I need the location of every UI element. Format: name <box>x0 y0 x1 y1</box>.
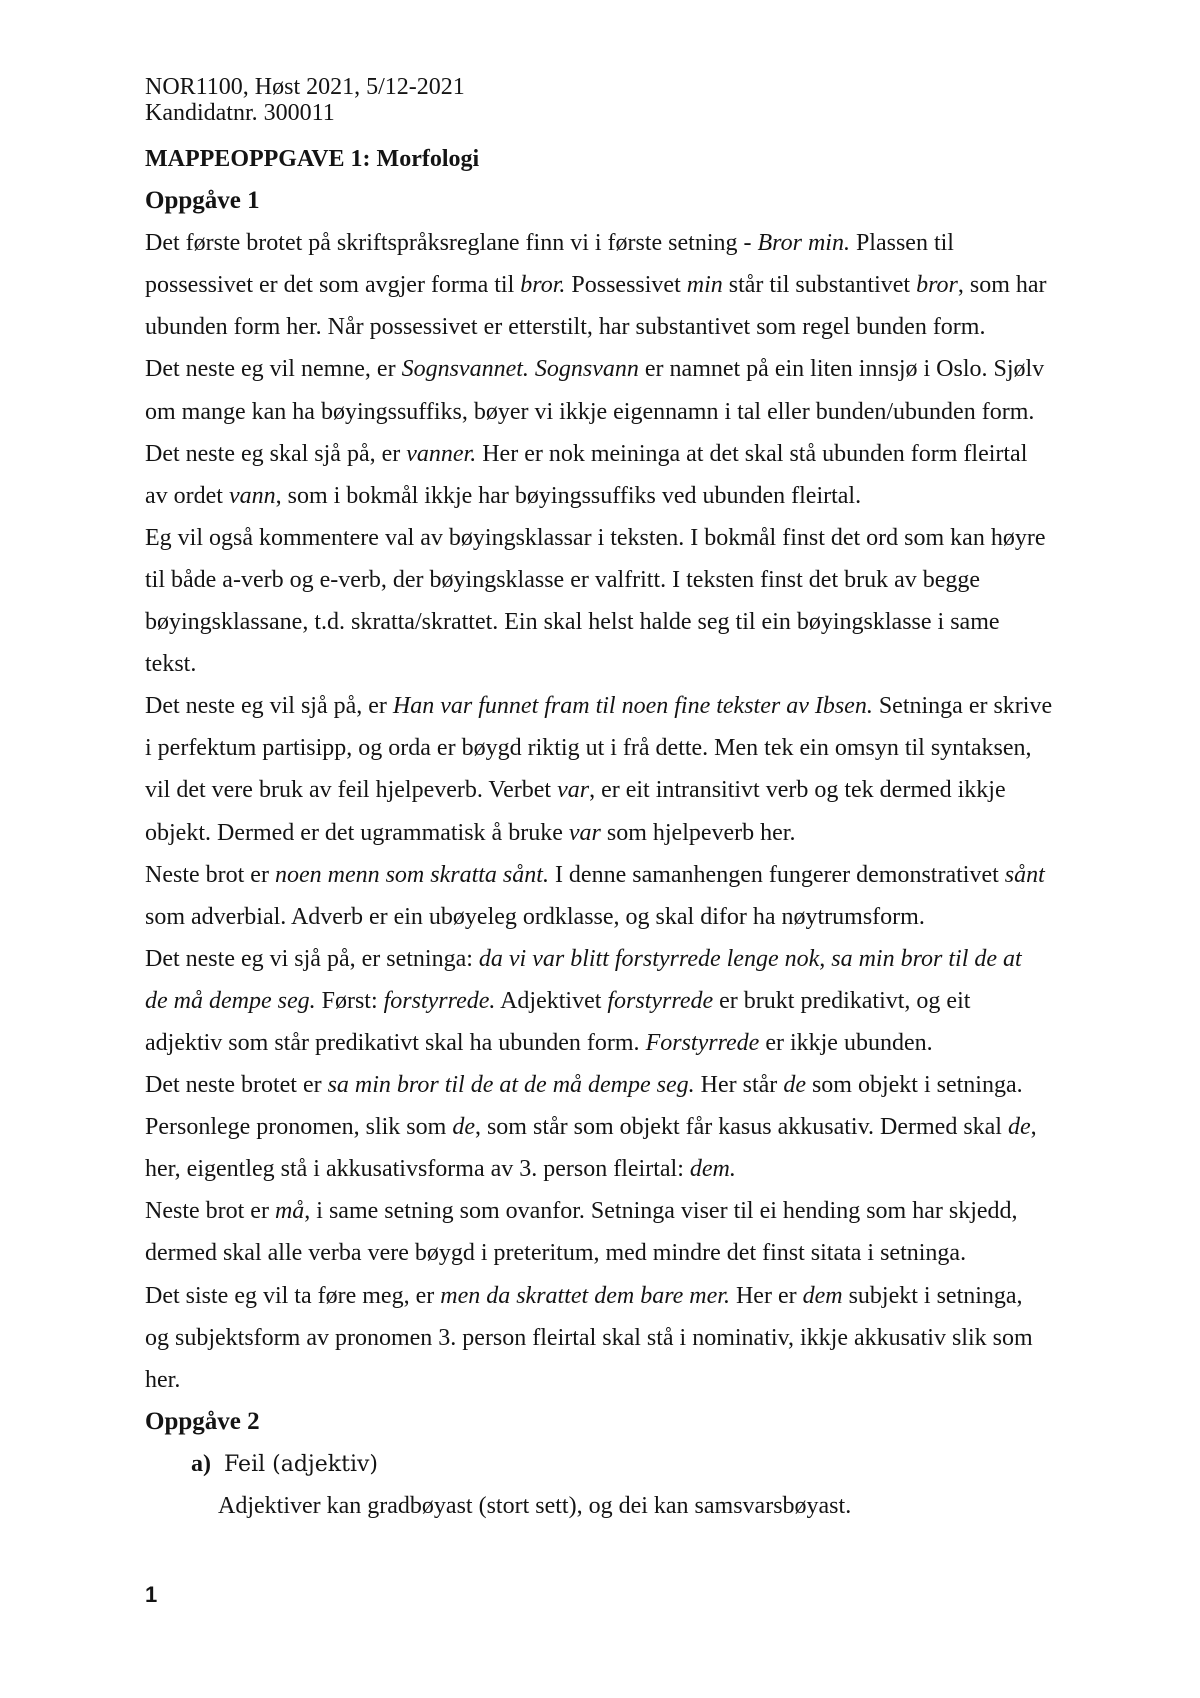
text-segment: er ikkje ubunden. <box>759 1029 933 1056</box>
text-line <box>145 769 1185 811</box>
text-segment: Det neste eg vil sjå på, er <box>145 693 393 720</box>
text-segment: adjektiv som står predikativt skal ha ubunden form. <box>145 1029 646 1056</box>
emphasized-text: Han var funnet fram til noen fine tekster av Ibsen. <box>392 693 873 720</box>
text-segment: her. <box>145 1366 181 1393</box>
text-line <box>145 1232 1185 1274</box>
emphasized-text: må <box>274 1198 305 1225</box>
text-segment: , som i bokmål ikkje har bøyingssuffiks ved ubunden fleirtal. <box>275 482 862 509</box>
text-line <box>145 727 1185 769</box>
text-segment: Neste brot er <box>145 1198 275 1225</box>
text-segment: her, eigentleg stå i akkusativsforma av 3. person fleirtal: <box>145 1156 690 1183</box>
text-segment: , <box>1030 1114 1037 1141</box>
text-segment: som adverbial. Adverb er ein ubøyeleg ordklasse, og skal difor ha nøytrumsform. <box>145 903 925 930</box>
text-segment: Setninga er skrive <box>872 693 1053 720</box>
text-segment: Det neste eg skal sjå på, er <box>145 440 407 467</box>
text-line <box>145 222 1185 264</box>
emphasized-text: forstyrrede. <box>383 987 496 1014</box>
document-body <box>145 138 1185 1527</box>
text-segment: , i same setning som ovanfor. Setninga viser til ei hending som har skjedd, <box>304 1198 1018 1225</box>
text-line <box>145 601 1185 643</box>
emphasized-text: de <box>1007 1114 1031 1141</box>
emphasized-text: vanner. <box>406 440 477 467</box>
text-line <box>145 1064 1185 1106</box>
text-segment: av ordet <box>145 482 229 509</box>
text-segment: , som har <box>957 272 1047 299</box>
text-line <box>145 517 1185 559</box>
text-segment: Adjektivet <box>495 987 608 1014</box>
list-marker: a) <box>191 1450 211 1477</box>
text-segment: står til substantivet <box>722 272 917 299</box>
text-segment: subjekt i setninga, <box>842 1282 1023 1309</box>
course-line: NOR1100, Høst 2021, 5/12-2021 <box>145 74 465 100</box>
text-line <box>145 643 1185 685</box>
emphasized-text: da vi var blitt forstyrrede lenge nok, sa min bror til de at <box>478 945 1022 972</box>
text-segment: Det neste eg vil nemne, er <box>145 356 402 383</box>
text-segment: , er eit intransitivt verb og tek dermed ikkje <box>589 777 1006 804</box>
text-line <box>145 348 1185 390</box>
text-segment: Possessivet <box>565 272 687 299</box>
emphasized-text: Sognsvannet. Sognsvann <box>401 356 639 383</box>
emphasized-text: de <box>783 1072 806 1099</box>
text-segment: , som står som objekt får kasus akkusativ. Dermed skal <box>474 1114 1008 1141</box>
text-segment: Eg vil også kommentere val av bøyingsklassar i teksten. I bokmål finst det ord som kan høyre <box>145 524 1046 551</box>
text-segment: om mange kan ha bøyingssuffiks, bøyer vi ikkje eigennamn i tal eller bunden/ubunden form. <box>145 398 1035 425</box>
text-segment: ubunden form her. Når possessivet er etterstilt, har substantivet som regel bunden form. <box>145 314 986 341</box>
text-segment: i perfektum partisipp, og orda er bøygd riktig ut i frå dette. Men tek ein omsyn til syntaksen, <box>145 735 1032 762</box>
text-line <box>145 306 1185 348</box>
emphasized-text: dem <box>802 1282 843 1309</box>
text-segment: Her er nok meininga at det skal stå ubunden form fleirtal <box>476 440 1028 467</box>
emphasized-text: noen menn som skratta sånt. <box>274 861 549 888</box>
text-line <box>145 1190 1185 1232</box>
text-segment: bøyingsklassane, t.d. skratta/skrattet. Ein skal helst halde seg til ein bøyingsklasse i same <box>145 609 1000 636</box>
emphasized-text: de må dempe seg. <box>145 987 316 1014</box>
text-line <box>145 1317 1185 1359</box>
text-segment: objekt. Dermed er det ugrammatisk å bruke <box>145 819 569 846</box>
emphasized-text: forstyrrede <box>607 987 714 1014</box>
emphasized-text: men da skrattet dem bare mer. <box>440 1282 730 1309</box>
text-segment: som objekt i setninga. <box>805 1072 1023 1099</box>
task-1-heading: Oppgåve 1 <box>145 187 260 215</box>
text-line <box>145 812 1185 854</box>
text-segment: Det neste brotet er <box>145 1072 328 1099</box>
text-line <box>145 1359 1185 1401</box>
text-segment: Det neste eg vi sjå på, er setninga: <box>145 945 479 972</box>
text-line <box>145 1148 1185 1190</box>
task-1-answer <box>145 222 1185 1401</box>
text-segment: possessivet er det som avgjer forma til <box>145 272 521 299</box>
text-segment: som hjelpeverb her. <box>600 819 796 846</box>
document-title: MAPPEOPPGAVE 1: Morfologi <box>145 146 480 172</box>
emphasized-text: Bror min. <box>757 230 850 257</box>
text-line <box>145 433 1185 475</box>
task-1-section <box>145 180 1185 1401</box>
emphasized-text: bror. <box>520 272 566 299</box>
text-line <box>145 559 1185 601</box>
text-segment: Plassen til <box>849 230 954 257</box>
emphasized-text: sånt <box>1004 861 1045 888</box>
text-line <box>145 1022 1185 1064</box>
emphasized-text: Forstyrrede <box>645 1029 760 1056</box>
list-item-text: Adjektiver kan gradbøyast (stort sett), og dei kan samsvarsbøyast. <box>218 1493 852 1519</box>
text-segment: Personlege pronomen, slik som <box>145 1114 453 1141</box>
emphasized-text: sa min bror til de at de må dempe seg. <box>327 1072 695 1099</box>
list-item-a <box>145 1443 1185 1485</box>
text-line <box>145 896 1185 938</box>
text-line <box>145 980 1185 1022</box>
text-segment: vil det vere bruk av feil hjelpeverb. Verbet <box>145 777 558 804</box>
text-line <box>145 264 1185 306</box>
text-segment: Det første brotet på skriftspråksreglane finn vi i første setning - <box>145 230 758 257</box>
text-segment: Her er <box>729 1282 803 1309</box>
task-2-section <box>145 1401 1185 1527</box>
text-segment: tekst. <box>145 651 197 678</box>
text-segment: dermed skal alle verba vere bøygd i preteritum, med mindre det finst sitata i setninga. <box>145 1240 967 1267</box>
page-number: 1 <box>145 1582 158 1607</box>
emphasized-text: de <box>452 1114 475 1141</box>
text-line <box>145 685 1185 727</box>
text-line <box>145 854 1185 896</box>
text-line <box>145 1275 1185 1317</box>
emphasized-text: min <box>686 272 723 299</box>
text-segment: I denne samanhengen fungerer demonstrativet <box>548 861 1005 888</box>
emphasized-text: bror <box>916 272 958 299</box>
text-line <box>145 475 1185 517</box>
list-item-label: Feil (adjektiv) <box>224 1451 378 1477</box>
text-segment: er brukt predikativt, og eit <box>713 987 971 1014</box>
text-segment: Neste brot er <box>145 861 275 888</box>
task-2-heading: Oppgåve 2 <box>145 1407 260 1435</box>
page-header <box>145 74 465 126</box>
emphasized-text: vann <box>228 482 276 509</box>
text-line <box>145 391 1185 433</box>
emphasized-text: dem. <box>689 1156 736 1183</box>
text-segment: til både a-verb og e-verb, der bøyingsklasse er valfritt. I teksten finst det bruk av begge <box>145 566 981 593</box>
text-segment: Her står <box>694 1072 784 1099</box>
candidate-number: Kandidatnr. 300011 <box>145 100 335 126</box>
text-line <box>145 938 1185 980</box>
text-segment: og subjektsform av pronomen 3. person fleirtal skal stå i nominativ, ikkje akkusativ slik som <box>145 1324 1033 1351</box>
text-segment: er namnet på ein liten innsjø i Oslo. Sjølv <box>638 356 1045 383</box>
emphasized-text: var <box>557 777 590 804</box>
emphasized-text: var <box>568 819 601 846</box>
text-segment: Det siste eg vil ta føre meg, er <box>145 1282 441 1309</box>
text-segment: Først: <box>315 987 384 1014</box>
text-line <box>145 1106 1185 1148</box>
